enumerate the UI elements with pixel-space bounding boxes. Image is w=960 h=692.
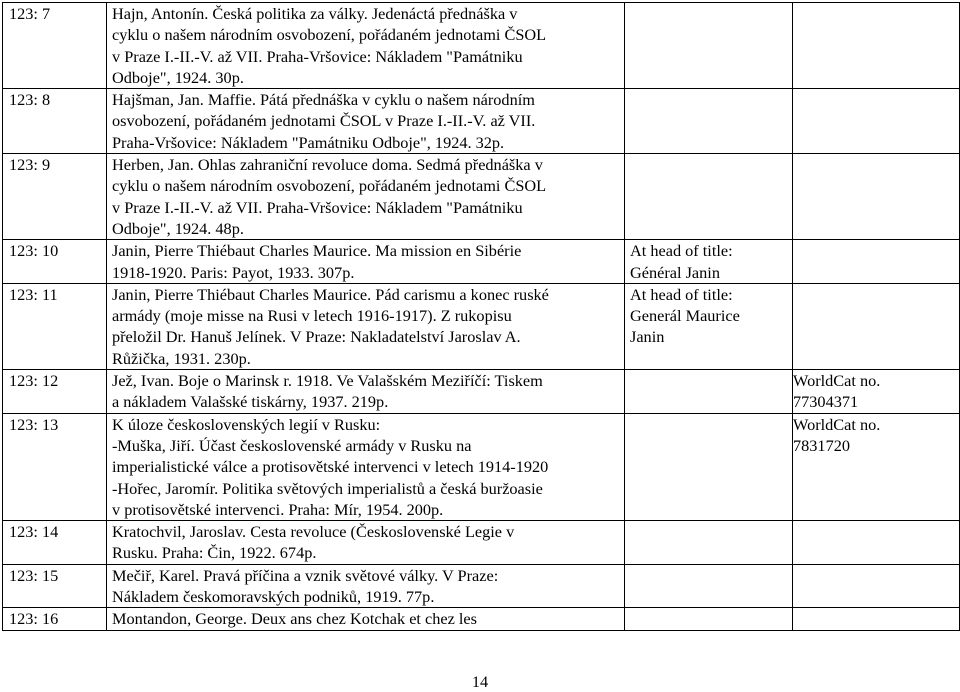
entry-citation bbox=[107, 89, 625, 154]
table-row bbox=[3, 370, 960, 414]
entry-citation bbox=[107, 240, 625, 284]
entry-reference bbox=[793, 154, 960, 240]
entry-reference-line: 77304371 bbox=[793, 392, 859, 412]
entry-citation bbox=[107, 283, 625, 369]
entry-id: 123: 14 bbox=[3, 521, 107, 565]
entry-id: 123: 16 bbox=[3, 608, 107, 630]
entry-note bbox=[625, 370, 793, 414]
entry-reference-line: WorldCat no. bbox=[793, 371, 881, 391]
entry-id: 123: 7 bbox=[3, 3, 107, 89]
table-row bbox=[3, 521, 960, 565]
entry-id: 123: 13 bbox=[3, 413, 107, 520]
entry-citation bbox=[107, 413, 625, 520]
entry-id: 123: 12 bbox=[3, 370, 107, 414]
entry-reference bbox=[793, 608, 960, 630]
entry-id: 123: 10 bbox=[3, 240, 107, 284]
entry-citation-line: armády (moje misse na Rusi v letech 1916-1917). Z rukopisu bbox=[112, 306, 512, 326]
entry-citation bbox=[107, 370, 625, 414]
entry-citation-line: Jež, Ivan. Boje o Marinsk r. 1918. Ve Valašském Meziříčí: Tiskem bbox=[112, 371, 543, 391]
entry-citation-line: a nákladem Valašské tiskárny, 1937. 219p. bbox=[112, 392, 389, 412]
entry-citation-line: v Praze I.-II.-V. až VII. Praha-Vršovice: Nákladem "Památniku bbox=[112, 197, 523, 217]
entry-note bbox=[625, 240, 793, 284]
entry-citation-line: Montandon, George. Deux ans chez Kotchak et chez les bbox=[112, 609, 477, 629]
entry-reference bbox=[793, 370, 960, 414]
entry-note-line: Janin bbox=[630, 327, 665, 347]
entry-note-line: Generál Maurice bbox=[630, 306, 740, 326]
entry-citation bbox=[107, 154, 625, 240]
entry-citation-line: K úloze československých legií v Rusku: bbox=[112, 414, 381, 434]
table-row bbox=[3, 564, 960, 608]
entry-citation-line: Herben, Jan. Ohlas zahraniční revoluce doma. Sedmá přednáška v bbox=[112, 155, 543, 175]
entry-reference-line: 7831720 bbox=[793, 435, 850, 455]
entry-note bbox=[625, 521, 793, 565]
entry-note-line: At head of title: bbox=[630, 241, 733, 261]
table-row bbox=[3, 413, 960, 520]
entry-citation-line: přeložil Dr. Hanuš Jelínek. V Praze: Nakladatelství Jaroslav A. bbox=[112, 327, 521, 347]
entry-citation-line: Růžička, 1931. 230p. bbox=[112, 348, 251, 368]
entry-note-line: At head of title: bbox=[630, 284, 733, 304]
entry-reference bbox=[793, 3, 960, 89]
entry-note bbox=[625, 413, 793, 520]
entry-citation-line: -Hořec, Jaromír. Politika světových imperialistů a česká buržoasie bbox=[112, 478, 543, 498]
entry-citation-line: v Praze I.-II.-V. až VII. Praha-Vršovice: Nákladem "Památniku bbox=[112, 46, 523, 66]
entry-reference bbox=[793, 89, 960, 154]
entry-citation-line: cyklu o našem národním osvobození, pořádaném jednotami ČSOL bbox=[112, 176, 547, 196]
entry-citation-line: Odboje", 1924. 30p. bbox=[112, 67, 244, 87]
entry-citation-line: v protisovětské intervenci. Praha: Mír, 1954. 200p. bbox=[112, 499, 444, 519]
entry-citation-line: cyklu o našem národním osvobození, pořádaném jednotami ČSOL bbox=[112, 25, 547, 45]
entry-citation-line: Mečiř, Karel. Pravá příčina a vznik světové války. V Praze: bbox=[112, 565, 499, 585]
table-row bbox=[3, 240, 960, 284]
entry-citation-line: Nákladem českomoravských podniků, 1919. 77p. bbox=[112, 587, 435, 607]
entry-citation bbox=[107, 564, 625, 608]
table-row bbox=[3, 283, 960, 369]
entry-id: 123: 9 bbox=[3, 154, 107, 240]
entry-reference bbox=[793, 240, 960, 284]
entry-note bbox=[625, 89, 793, 154]
entry-note bbox=[625, 608, 793, 630]
entry-citation-line: Rusku. Praha: Čin, 1922. 674p. bbox=[112, 543, 317, 563]
entry-citation-line: Hajšman, Jan. Maffie. Pátá přednáška v cyklu o našem národním bbox=[112, 90, 535, 110]
entry-reference bbox=[793, 564, 960, 608]
entry-citation-line: Praha-Vršovice: Nákladem "Památniku Odboje", 1924. 32p. bbox=[112, 132, 505, 152]
entry-note bbox=[625, 3, 793, 89]
table-row bbox=[3, 154, 960, 240]
entry-citation bbox=[107, 521, 625, 565]
entry-id: 123: 11 bbox=[3, 283, 107, 369]
entry-citation-line: osvobození, pořádaném jednotami ČSOL v Praze I.-II.-V. až VII. bbox=[112, 111, 536, 131]
entry-citation bbox=[107, 608, 625, 630]
entry-id: 123: 8 bbox=[3, 89, 107, 154]
entry-reference-line: WorldCat no. bbox=[793, 414, 881, 434]
entry-reference bbox=[793, 413, 960, 520]
entry-note bbox=[625, 283, 793, 369]
entry-note bbox=[625, 564, 793, 608]
entry-citation-line: Odboje", 1924. 48p. bbox=[112, 218, 244, 238]
table-row bbox=[3, 3, 960, 89]
entry-citation-line: Janin, Pierre Thiébaut Charles Maurice. Ma mission en Sibérie bbox=[112, 241, 522, 261]
entry-id: 123: 15 bbox=[3, 564, 107, 608]
entry-note-line: Général Janin bbox=[630, 262, 720, 282]
catalog-rows bbox=[3, 3, 960, 631]
entry-citation-line: imperialistické válce a protisovětské intervenci v letech 1914-1920 bbox=[112, 457, 549, 477]
entry-citation-line: Janin, Pierre Thiébaut Charles Maurice. Pád carismu a konec ruské bbox=[112, 284, 549, 304]
entry-reference bbox=[793, 521, 960, 565]
catalog-table bbox=[2, 2, 960, 631]
entry-citation-line: Kratochvil, Jaroslav. Cesta revoluce (Československé Legie v bbox=[112, 522, 515, 542]
entry-citation-line: 1918-1920. Paris: Payot, 1933. 307p. bbox=[112, 262, 355, 282]
table-row bbox=[3, 89, 960, 154]
entry-reference bbox=[793, 283, 960, 369]
entry-citation-line: Hajn, Antonín. Česká politika za války. Jedenáctá přednáška v bbox=[112, 4, 518, 23]
page-number: 14 bbox=[471, 672, 489, 691]
entry-citation-line: -Muška, Jiří. Účast československé armády v Rusku na bbox=[112, 435, 472, 455]
entry-note bbox=[625, 154, 793, 240]
entry-citation bbox=[107, 3, 625, 89]
table-row bbox=[3, 608, 960, 630]
